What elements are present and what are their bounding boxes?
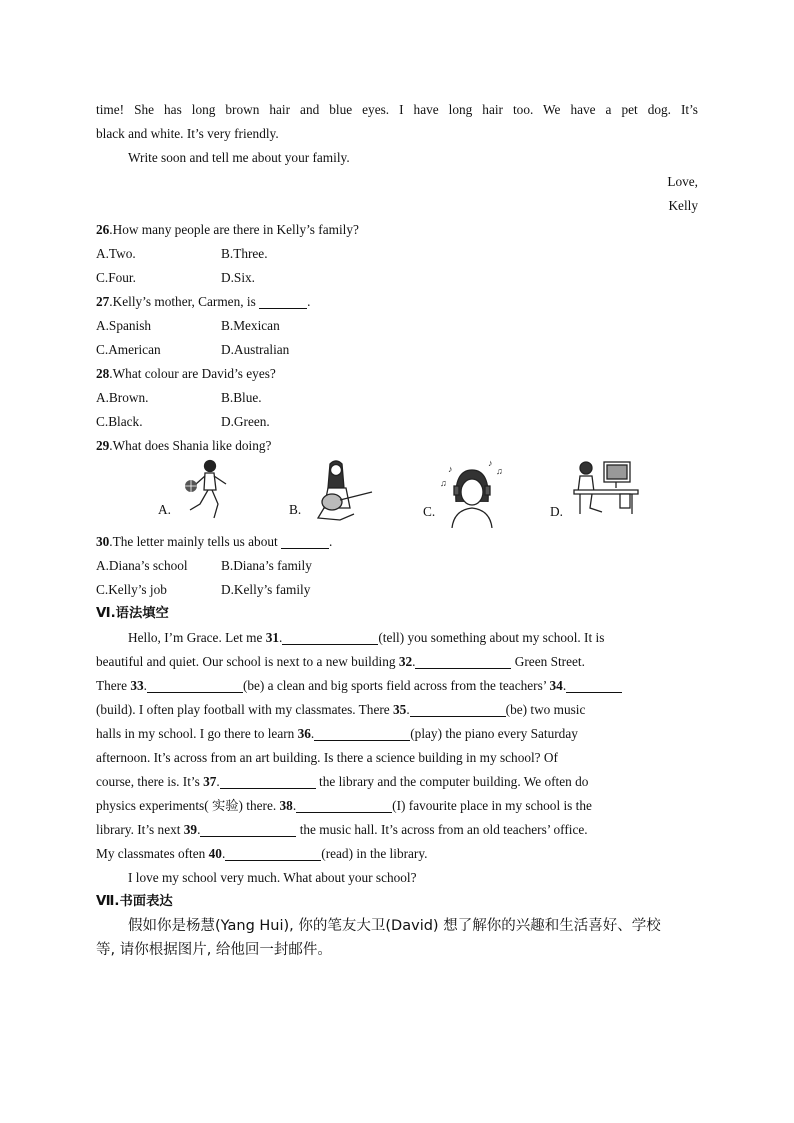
worksheet-page <box>96 98 698 962</box>
girl-basketball-icon <box>178 458 240 528</box>
passage-line: physics experiments( 实验) there. 38. (I) favourite place in my school is the <box>96 798 592 813</box>
question-29: 29.What does Shania like doing? <box>96 438 272 453</box>
passage-line: There 33. (be) a clean and big sports field across from the teachers’ 34. <box>96 674 698 698</box>
options-row <box>96 578 698 602</box>
passage-line: My classmates often 40. (read) in the library. <box>96 846 428 861</box>
question-27: 27.Kelly’s mother, Carmen, is . <box>96 294 311 309</box>
writing-prompt-line: 假如你是杨慧(Yang Hui), 你的笔友大卫(David) 想了解你的兴趣和生活喜好、学校 <box>128 918 661 934</box>
girl-headphones-icon <box>440 458 504 528</box>
letter-line: black and white. It’s very friendly. <box>96 126 279 141</box>
answer-blank[interactable] <box>314 725 410 741</box>
letter-closing: Love, <box>667 174 698 189</box>
option-c[interactable]: C.Kelly’s job <box>96 582 167 597</box>
option-a[interactable]: A.Brown. <box>96 390 149 405</box>
options-row <box>96 386 698 410</box>
options-row <box>96 242 698 266</box>
svg-text:♪: ♪ <box>448 464 453 474</box>
option-b[interactable]: B.Blue. <box>221 390 262 405</box>
answer-blank[interactable] <box>566 677 622 693</box>
option-b[interactable]: B. <box>289 502 302 517</box>
picture-options <box>96 458 698 530</box>
answer-blank[interactable] <box>225 845 321 861</box>
passage-line: afternoon. It’s across from an art building. Is there a science building in my school? Of <box>96 750 558 765</box>
option-c[interactable]: C.Four. <box>96 270 136 285</box>
passage-line: beautiful and quiet. Our school is next to a new building 32. Green Street. <box>96 654 585 669</box>
letter-signature: Kelly <box>668 198 698 213</box>
question-30: 30.The letter mainly tells us about . <box>96 534 333 549</box>
option-d[interactable]: D.Kelly’s family <box>221 582 311 597</box>
option-d[interactable]: D.Green. <box>221 414 270 429</box>
answer-blank[interactable] <box>259 293 307 309</box>
answer-blank[interactable] <box>147 677 243 693</box>
question-28: 28.What colour are David’s eyes? <box>96 366 276 381</box>
letter-line: time! She has long brown hair and blue eyes. I have long hair too. We have a pet dog. It’s <box>96 102 698 117</box>
option-a[interactable]: A.Spanish <box>96 318 152 333</box>
options-row <box>96 338 698 362</box>
answer-blank[interactable] <box>200 821 296 837</box>
option-b[interactable]: B.Three. <box>221 246 268 261</box>
option-a[interactable]: A.Two. <box>96 246 136 261</box>
section-title-grammar: Ⅵ.语法填空 <box>96 606 169 621</box>
answer-blank[interactable] <box>282 629 378 645</box>
section-title-writing: Ⅶ.书面表达 <box>96 894 173 909</box>
passage-closing: I love my school very much. What about your school? <box>128 870 417 885</box>
option-c[interactable]: C. <box>423 504 436 519</box>
option-b[interactable]: B.Mexican <box>221 318 280 333</box>
options-row <box>96 554 698 578</box>
passage-line: course, there is. It’s 37. the library and the computer building. We often do <box>96 774 589 789</box>
option-c[interactable]: C.American <box>96 342 161 357</box>
svg-text:♪: ♪ <box>488 458 493 468</box>
options-row <box>96 314 698 338</box>
writing-prompt-line: 等, 请你根据图片, 给他回一封邮件。 <box>96 942 332 958</box>
svg-text:♫: ♫ <box>496 466 503 476</box>
option-d[interactable]: D.Six. <box>221 270 255 285</box>
option-d[interactable]: D. <box>550 504 563 519</box>
answer-blank[interactable] <box>415 653 511 669</box>
svg-text:♫: ♫ <box>440 478 447 488</box>
options-row <box>96 266 698 290</box>
option-c[interactable]: C.Black. <box>96 414 143 429</box>
passage-line: halls in my school. I go there to learn 36. (play) the piano every Saturday <box>96 726 578 741</box>
girl-guitar-icon <box>310 458 374 524</box>
letter-line: Write soon and tell me about your family. <box>128 150 350 165</box>
answer-blank[interactable] <box>281 533 329 549</box>
answer-blank[interactable] <box>410 701 506 717</box>
option-d[interactable]: D.Australian <box>221 342 290 357</box>
options-row <box>96 410 698 434</box>
option-a[interactable]: A. <box>158 502 171 517</box>
option-a[interactable]: A.Diana’s school <box>96 558 188 573</box>
passage-line: Hello, I’m Grace. Let me 31. (tell) you something about my school. It is <box>128 630 605 645</box>
passage-line: (build). I often play football with my classmates. There 35. (be) two music <box>96 702 586 717</box>
question-26: 26.How many people are there in Kelly’s family? <box>96 222 359 237</box>
girl-computer-icon <box>572 458 640 516</box>
passage-line: library. It’s next 39. the music hall. It’s across from an old teachers’ office. <box>96 822 588 837</box>
answer-blank[interactable] <box>220 773 316 789</box>
answer-blank[interactable] <box>296 797 392 813</box>
option-b[interactable]: B.Diana’s family <box>221 558 312 573</box>
